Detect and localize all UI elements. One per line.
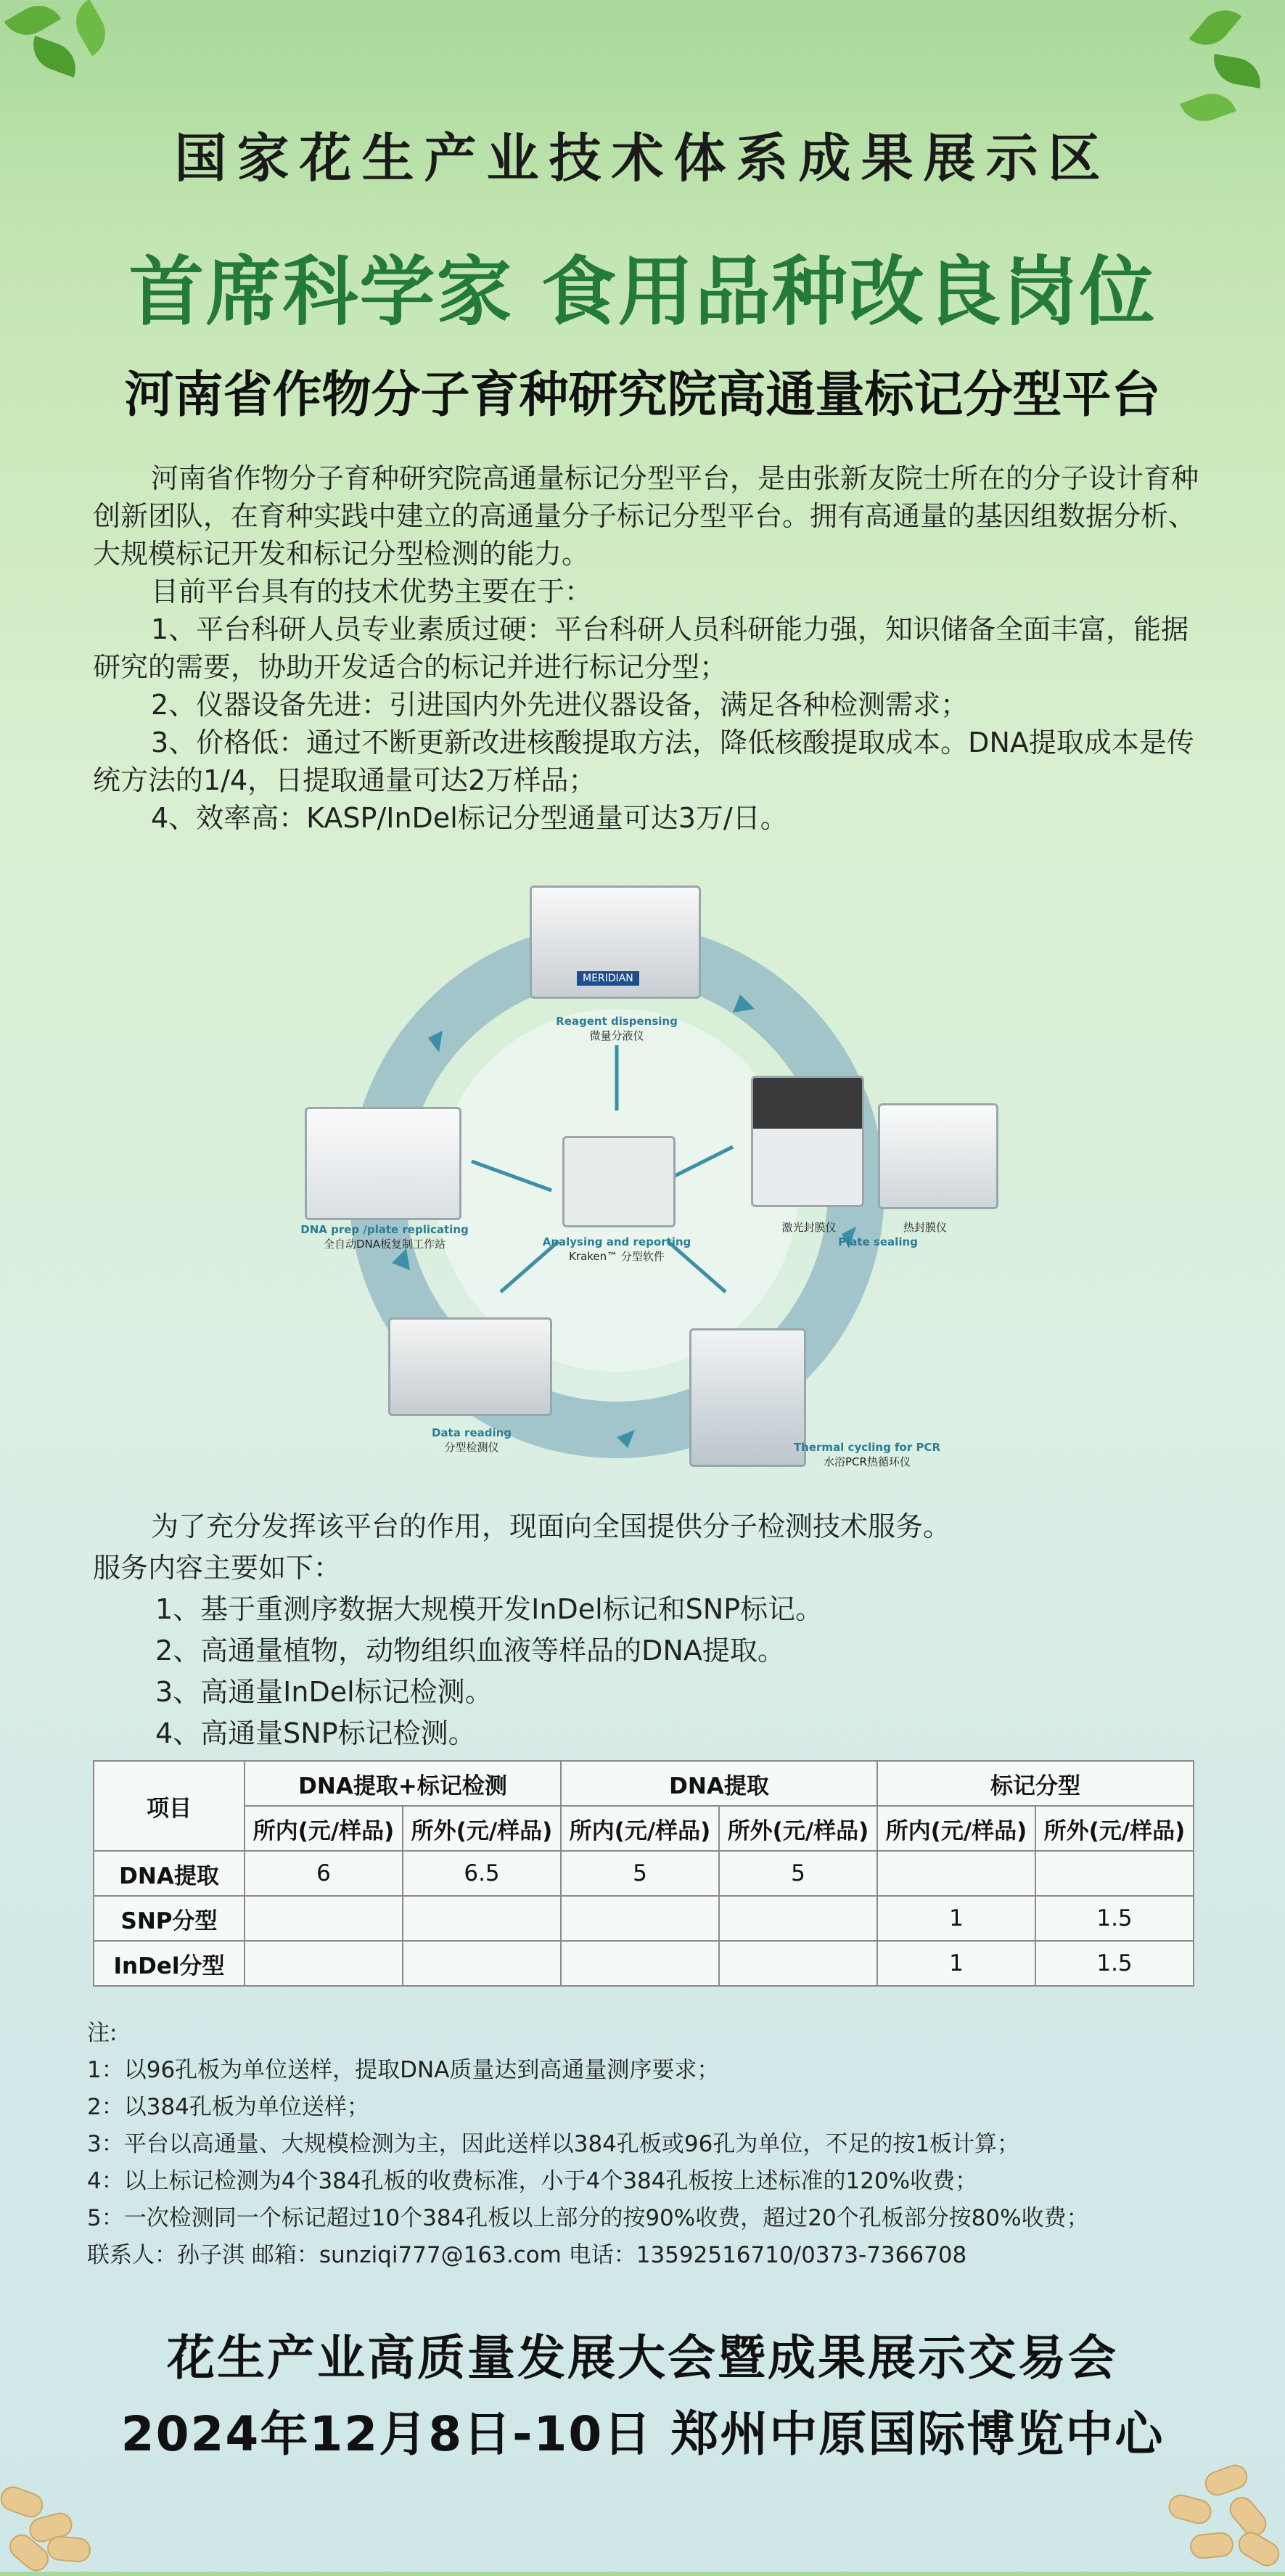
laser-sealer-image	[751, 1076, 864, 1207]
table-row	[94, 1896, 1194, 1941]
notes-title: 注:	[87, 2020, 118, 2046]
table-cell	[877, 1851, 1035, 1896]
reagent-label: Reagent dispensing 微量分液仪	[556, 1015, 678, 1042]
meridian-logo: MERIDIAN	[577, 971, 639, 986]
row-label: InDel分型	[94, 1941, 245, 1986]
peanuts-bottom-right	[1146, 2453, 1285, 2572]
contact-line: 联系人：孙子淇 邮箱：sunziqi777@163.com 电话：13592516710/0373-7366708	[87, 2242, 967, 2268]
conference-date-venue: 2024年12月8日-10日 郑州中原国际博览中心	[120, 2406, 1165, 2462]
services-intro: 为了充分发挥该平台的作用，现面向全国提供分子检测技术服务。	[151, 1510, 951, 1542]
platform-title: 河南省作物分子育种研究院高通量标记分型平台	[124, 367, 1161, 424]
service-item-3: 3、高通量InDel标记检测。	[155, 1676, 493, 1708]
table-cell: 1.5	[1035, 1941, 1194, 1986]
service-item-4: 4、高通量SNP标记检测。	[155, 1717, 476, 1749]
intro-section	[93, 459, 1210, 837]
table-cell	[561, 1941, 719, 1986]
note-5: 5：一次检测同一个标记超过10个384孔板以上部分的按90%收费，超过20个孔板部分按80%收费；	[87, 2205, 1089, 2231]
kraken-software-image	[562, 1136, 676, 1227]
table-cell	[245, 1941, 403, 1986]
dna-prep-label: DNA prep /plate replicating 全自动DNA板复制工作站	[300, 1223, 469, 1251]
row-label: SNP分型	[94, 1896, 245, 1941]
note-3: 3：平台以高通量、大规模检测为主，因此送样以384孔板或96孔为单位，不足的按1板计算；	[87, 2131, 1020, 2157]
table-cell	[719, 1896, 877, 1941]
advantage-item-1: 1、平台科研人员专业素质过硬：平台科研人员科研能力强，知识储备全面丰富，能据研究的需要，协助开发适合的标记并进行标记分型；	[93, 613, 1189, 683]
table-cell	[1035, 1851, 1194, 1896]
data-reading-label: Data reading 分型检测仪	[431, 1426, 512, 1454]
dna-workstation-image	[305, 1107, 461, 1220]
header-out: 所外(元/样品)	[403, 1806, 561, 1851]
position-title: 首席科学家 食用品种改良岗位	[128, 248, 1157, 336]
services-heading: 服务内容主要如下：	[93, 1552, 342, 1584]
service-item-1: 1、基于重测序数据大规模开发InDel标记和SNP标记。	[155, 1593, 824, 1625]
table-cell: 6.5	[403, 1851, 561, 1896]
note-4: 4：以上标记检测为4个384孔板的收费标准，小于4个384孔板按上述标准的120%收费；	[87, 2168, 978, 2194]
header-group-marker: 标记分型	[877, 1761, 1194, 1806]
service-item-2: 2、高通量植物，动物组织血液等样品的DNA提取。	[155, 1635, 785, 1667]
leaves-top-left	[0, 0, 116, 102]
row-label: DNA提取	[94, 1851, 245, 1896]
table-cell: 5	[719, 1851, 877, 1896]
header-group-dna-marker: DNA提取+标记检测	[245, 1761, 561, 1806]
conference-title: 花生产业高质量发展大会暨成果展示交易会	[167, 2330, 1118, 2386]
advantage-item-4: 4、效率高：KASP/InDel标记分型通量可达3万/日。	[151, 802, 788, 834]
price-table	[93, 1760, 1194, 1987]
header-out: 所外(元/样品)	[1035, 1806, 1194, 1851]
table-cell	[403, 1941, 561, 1986]
table-cell	[561, 1896, 719, 1941]
table-cell: 6	[245, 1851, 403, 1896]
advantage-item-3: 3、价格低：通过不断更新改进核酸提取方法，降低核酸提取成本。DNA提取成本是传统方法的1/4，日提取通量可达2万样品；	[93, 727, 1194, 796]
table-row	[94, 1941, 1194, 1986]
laser-sealer-caption: 激光封膜仪	[781, 1221, 837, 1234]
header-in: 所内(元/样品)	[245, 1806, 403, 1851]
intro-paragraph: 河南省作物分子育种研究院高通量标记分型平台，是由张新友院士所在的分子设计育种创新团队，在育种实践中建立的高通量分子标记分型平台。拥有高通量的基因组数据分析、大规模标记开发和标记分型检测的能力。	[93, 462, 1199, 570]
analysis-label: Analysing and reporting Kraken™ 分型软件	[542, 1235, 691, 1263]
header-in: 所内(元/样品)	[561, 1806, 719, 1851]
note-2: 2：以384孔板为单位送样；	[87, 2094, 369, 2120]
workflow-diagram	[300, 886, 1001, 1481]
header-item: 项目	[94, 1761, 245, 1851]
heat-sealer-image	[878, 1103, 998, 1209]
table-cell: 1.5	[1035, 1896, 1194, 1941]
notes-section	[87, 2015, 1219, 2274]
note-1: 1：以96孔板为单位送样，提取DNA质量达到高通量测序要求；	[87, 2057, 720, 2083]
peanuts-bottom-left	[0, 2475, 94, 2572]
services-section	[93, 1506, 1210, 1754]
table-cell: 5	[561, 1851, 719, 1896]
advantages-heading: 目前平台具有的技术优势主要在于：	[151, 576, 593, 608]
header-group-dna: DNA提取	[561, 1761, 877, 1806]
data-reader-image	[388, 1317, 552, 1416]
table-row	[94, 1851, 1194, 1896]
table-cell	[403, 1896, 561, 1941]
thermal-cycling-label: Thermal cycling for PCR 水浴PCR热循环仪	[793, 1441, 941, 1468]
table-cell: 1	[877, 1941, 1035, 1986]
table-cell	[719, 1941, 877, 1986]
table-cell: 1	[877, 1896, 1035, 1941]
table-cell	[245, 1896, 403, 1941]
header-in: 所内(元/样品)	[877, 1806, 1035, 1851]
plate-sealing-label: Plate sealing	[838, 1235, 918, 1248]
advantage-item-2: 2、仪器设备先进：引进国内外先进仪器设备，满足各种检测需求；	[151, 689, 969, 721]
exhibition-title: 国家花生产业技术体系成果展示区	[174, 128, 1111, 189]
heat-sealer-caption: 热封膜仪	[903, 1221, 947, 1234]
header-out: 所外(元/样品)	[719, 1806, 877, 1851]
